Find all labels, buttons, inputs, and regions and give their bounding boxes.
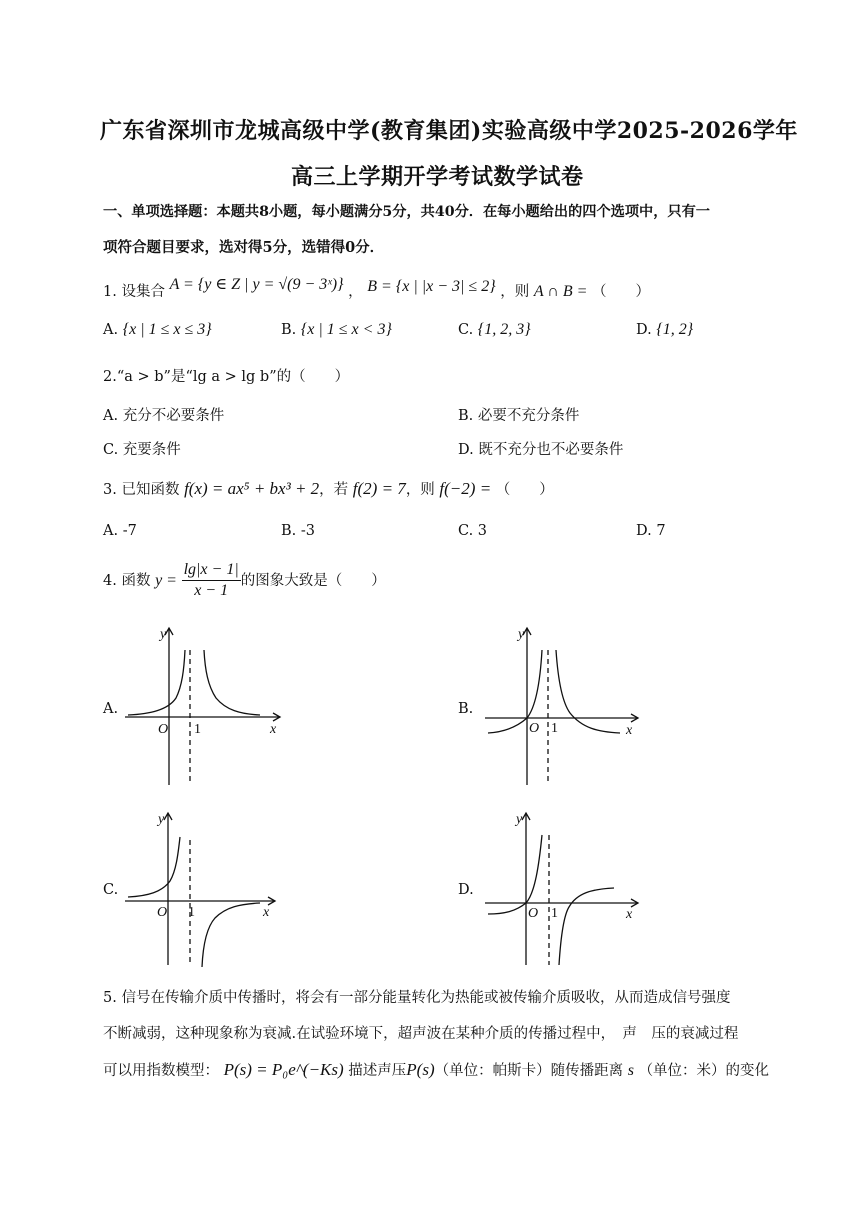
q4-stem (103, 560, 386, 601)
q5-s: s (627, 1062, 634, 1079)
q5-line3-mid: 描述声压 (348, 1063, 407, 1079)
q2-stem: 2.“a > b”是“lg a > lg b”的（ ） (103, 369, 350, 385)
option-label: A. (103, 523, 119, 539)
q2-option-a[interactable] (103, 406, 224, 426)
q2-option-d[interactable] (458, 440, 623, 460)
q3-option-b[interactable] (281, 521, 315, 541)
q3-paren: （ ） (495, 482, 554, 498)
y-label: y (516, 812, 523, 827)
q4-option-b-label[interactable]: B. (458, 701, 474, 717)
option-label: C. (103, 442, 119, 458)
q1-option-b[interactable] (281, 320, 392, 340)
option-text: 3 (477, 523, 488, 539)
q5-ps: P(s) (406, 1060, 435, 1079)
q3-option-c[interactable] (458, 521, 487, 541)
q4-fraction (182, 560, 241, 601)
q5-line3-pre: 可以用指数模型： (103, 1063, 219, 1079)
option-text: {x | 1 ≤ x ≤ 3} (122, 321, 212, 338)
q4-option-a-label[interactable]: A. (103, 701, 119, 717)
q1-paren: （ ） (592, 284, 651, 300)
q3-func: f(x) = ax⁵ + bx³ + 2 (184, 479, 320, 498)
option-text: -3 (300, 523, 315, 539)
q3-option-a[interactable] (103, 521, 137, 541)
q4-option-d-label[interactable]: D. (458, 882, 474, 898)
q4-y-eq: y = (155, 571, 177, 589)
q1-pre: 设集合 (121, 284, 165, 300)
q4-denominator: x − 1 (194, 582, 229, 599)
option-text: 充分不必要条件 (122, 408, 225, 424)
option-label: A. (103, 408, 119, 424)
q4-post: 的图象大致是（ ） (240, 572, 386, 589)
curve-left (128, 650, 185, 715)
option-text: {x | 1 ≤ x < 3} (300, 321, 392, 338)
q1-num: 1. (103, 284, 117, 300)
q5-line-1: 5. 信号在传输介质中传播时，将会有一部分能量转化为热能或被传输介质吸收，从而造成信号强度 (103, 990, 731, 1006)
title-line-2: 高三上学期开学考试数学试卷 (291, 164, 584, 190)
q1-stem (103, 276, 651, 302)
q5-line-2: 不断减弱，这种现象称为衰减.在试验环境下，超声波在某种介质的传播过程中， 声 压的衰减过程 (103, 1026, 739, 1042)
option-text: -7 (122, 523, 137, 539)
option-text: 7 (656, 523, 666, 539)
option-label: C. (458, 322, 474, 338)
option-label: C. (458, 523, 474, 539)
option-text: {1, 2, 3} (477, 321, 531, 338)
origin-label: O (528, 906, 539, 921)
option-label: A. (103, 322, 119, 338)
x-label: x (626, 907, 633, 922)
q4-graph-a[interactable] (120, 620, 290, 790)
q1-ask: A ∩ B = (533, 283, 588, 300)
title-line-1: 广东省深圳市龙城高级中学(教育集团)实验高级中学2025-2026学年 (100, 118, 798, 144)
x-label: x (263, 905, 270, 920)
q3-pre: 已知函数 (121, 482, 180, 498)
option-label: B. (281, 322, 297, 338)
origin-label: O (529, 721, 540, 736)
q4-graph-c[interactable] (120, 805, 290, 975)
q4-graph-b[interactable] (480, 620, 650, 790)
option-label: D. (458, 442, 474, 458)
q1-set-a: A = {y ∈ Z | y = √(9 − 3ˣ)} (169, 276, 344, 293)
q1-comma: ， (348, 284, 363, 300)
q2-option-b[interactable] (458, 406, 579, 426)
y-label: y (160, 627, 167, 642)
origin-label: O (158, 722, 169, 737)
option-label: D. (636, 322, 652, 338)
q4-option-c-label[interactable]: C. (103, 882, 119, 898)
x-label: x (626, 723, 633, 738)
curve-left (488, 835, 542, 914)
q3-stem (103, 479, 554, 500)
option-text: 既不充分也不必要条件 (478, 442, 624, 458)
option-text: {1, 2} (656, 321, 694, 338)
option-text: 充要条件 (122, 442, 181, 458)
q4-pre: 函数 (121, 572, 151, 589)
curve-left (128, 837, 180, 897)
q5-line3-post: （单位：米）的变化 (638, 1063, 770, 1079)
curve-right (556, 650, 620, 733)
tick-label: 1 (188, 905, 195, 920)
q2-option-c[interactable] (103, 440, 181, 460)
q3-then: ，则 (405, 482, 435, 498)
q1-option-c[interactable] (458, 320, 531, 340)
q3-num: 3. (103, 482, 117, 498)
q4-graph-d[interactable] (480, 805, 650, 975)
q1-option-a[interactable] (103, 320, 212, 340)
q1-set-b: B = {x | |x − 3| ≤ 2} (367, 278, 496, 295)
y-label: y (158, 812, 165, 827)
tick-label: 1 (551, 721, 558, 736)
section-1-line-1: 一、单项选择题：本题共8小题，每小题满分5分，共40分．在每小题给出的四个选项中，只有一 (103, 204, 710, 220)
q5-model: P(s) = P₀e^(−Ks) (223, 1060, 344, 1079)
tick-label: 1 (551, 906, 558, 921)
option-label: B. (458, 408, 474, 424)
x-label: x (270, 722, 277, 737)
origin-label: O (157, 905, 168, 920)
curve-right (204, 650, 260, 715)
q3-cond: f(2) = 7 (352, 479, 406, 498)
curve-right (559, 888, 614, 965)
q1-then: ，则 (500, 284, 530, 300)
y-label: y (518, 627, 525, 642)
section-1-line-2: 项符合题目要求，选对得5分，选错得0分． (103, 239, 385, 256)
q1-option-d[interactable] (636, 320, 693, 340)
option-label: B. (281, 523, 297, 539)
curve-right (202, 903, 260, 967)
q5-line-3 (103, 1060, 769, 1081)
q4-numerator: lg|x − 1| (182, 560, 241, 581)
q3-ask: f(−2) = (439, 479, 492, 498)
tick-label: 1 (194, 722, 201, 737)
q5-line3-unit: （单位：帕斯卡）随传播距离 (434, 1063, 624, 1079)
option-text: 必要不充分条件 (477, 408, 580, 424)
q4-num: 4. (103, 572, 117, 589)
q3-option-d[interactable] (636, 521, 666, 541)
option-label: D. (636, 523, 652, 539)
q3-mid: ，若 (319, 482, 349, 498)
